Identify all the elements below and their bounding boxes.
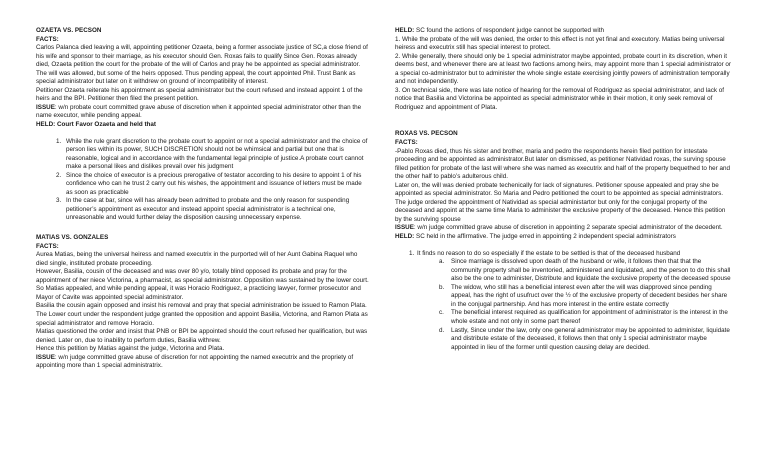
issue-text: : w/n judge committed grave abuse of discretion in appointing 2 separate special administrator of the decedent. — [413, 224, 723, 232]
list-text: In the case at bar, since will has already been admitted to probate and the only reason for suspending petitioner’s appointment as executor and instead appoint special administrator is a technical one, unreasonable and would further delay the disposition causing unnecessary expense. — [66, 197, 350, 222]
list-number: 2. — [56, 171, 62, 179]
sub-list-text: Lastly, Since under the law, only one general administrator may be appointed to administer, liquidate and distribute estate of the deceased, it follows then that only 1 special administrator maybe appointed in lieu of the former until question causing delay are decided. — [451, 326, 730, 351]
issue-paragraph — [36, 354, 370, 371]
held-point: 2. While generally, there should only be 1 special administrator maybe appointed, probate court in its discretion, when it deems best, and whenever there are at least two factions among heirs, may appoint more than 1 special administrator or a special co-administrator but to administer the whole single estate exercising jointly powers of administration temporally and not independently. — [395, 52, 732, 86]
case-title-roxas: ROXAS VS. PECSON — [395, 130, 458, 138]
issue-paragraph — [36, 104, 370, 121]
sub-list-item — [395, 327, 733, 353]
sub-list-text: The widow, who still has a beneficial interest even after the will was diapproved since pending appeal, has the right of usufruct over the ½ of the exclusive property of decedent besides her share in the conjugal partnership. And has more interest in the entire estate correctly — [451, 283, 728, 308]
sub-list-letter: d. — [439, 326, 445, 334]
list-number: 3. — [56, 197, 62, 205]
issue-label: ISSUE — [395, 224, 414, 232]
held-point: 3. On technical side, there was late notice of hearing for the removal of Rodriguez as special administrator, and lack of notice that Basilia and Victorina be appointed as special administrator while in their motion, it only seek removal of Rodriguez and appointment of Plata. — [395, 86, 725, 111]
held-text: SC held in the affirmative. The judge erred in appointing 2 independent special administrators — [414, 233, 676, 241]
sub-list-text: The beneficial interest required as qualification for appointment of administrator is the interest in the whole estate and not only in some part thereof — [451, 309, 728, 325]
sub-list-letter: c. — [439, 309, 444, 317]
held-label: HELD: — [395, 27, 415, 34]
facts-label: FACTS: — [36, 35, 59, 43]
sub-list-item — [395, 309, 733, 326]
list-item — [36, 138, 370, 172]
held-paragraph — [395, 233, 733, 242]
facts-paragraph: Aurea Matias, being the universal heiress and named executrix in the purported will of her Aunt Gabina Raquel who died single, instituted probate proceeding. — [36, 251, 358, 267]
facts-paragraph: -Pablo Roxas died, thus his sister and brother, maria and pedro the respondents herein filed petition for intestate proceeding and be appointed as administrator.But later on dismissed, as petitioner Natividad roxas, the surving spouse filled petition for probate of the last will where she was named as executrix and half of the property bequethed to her and the other half to pablo’s adulterous child. — [395, 147, 730, 181]
facts-paragraph: Hence this petition by Matias against the judge, Victorina and Plata. — [36, 345, 225, 353]
facts-paragraph: Matias questioned the order and insist that PNB or BPI be appointed should the court refused her qualification, but was denied. Later on, due to inability to perform duties, Basilia withrew. — [36, 328, 368, 344]
sub-list-letter: b. — [439, 283, 445, 291]
facts-paragraph: Petitioner Ozaeta reiterate his appointment as special administrator but the court refused and instead appoint 1 of the heirs and the BPI. Petitioner then filed the present petition. — [36, 86, 363, 103]
facts-label: FACTS: — [395, 139, 418, 147]
list-text: It finds no reason to do so especially if the estate to be settled is that of the deceased husband — [417, 249, 681, 257]
facts-paragraph: Basilia the cousin again opposed and insist his removal and pray that special administration be issued to Ramon Plata. The Lower court under the respondent judge granted the opposition and appoint Basilia, Victorina, and Ramon Plata as special administrator and remove Horacio. — [36, 302, 368, 327]
case-title-matias: MATIAS VS. GONZALES — [36, 234, 109, 242]
facts-paragraph: The judge ordered the appointment of Natividad as special administartor but only for the conjugal property of the deceased and appoint at the same time Maria to administer the exclusive property of the deceased. Hence this petition by the surviving spouse — [395, 198, 726, 223]
facts-paragraph: Carlos Palanca died leaving a will, appointing petitioner Ozaeta, being a former associate justice of SC,a close friend of his wife and sponsor to their marriage, as his executor should Gen. Roxas fails to qualify Since Gen. Roxas already died, Ozaeta petition the court for the probate of the will of Carlos and pray he be appointed as special administrator. The will was allowed, but some of the heirs opposed. Thus pending appeal, the court appointed Phil. Trust Bank as special administrator but later on it withdrew on ground of incompatibility of interest. — [36, 44, 368, 86]
list-item — [36, 197, 370, 223]
held-point: 1. While the probate of the will was denied, the order to this effect is not yet final and executory. Matias being universal heiress and executrix still has special interest to protect. — [395, 35, 725, 52]
issue-label: ISSUE — [36, 103, 55, 111]
list-text: While the rule grant discretion to the probate court to appoint or not a special administrator and the choice of person lies within its power, SUCH DISCRETION should not be whimsical and partial but one that is reasonable, logical and in accordance with the fundamental legal principle of justice.A probate court cannot make a personal likes and dislikes prevail over his judgment — [66, 137, 368, 171]
sub-list-text: Since marriage is dissolved upon death of the husband or wife, it follows then that that the community property shall be inventoried, administered and liquidated, and the person to do this shall also be the one to administer, Distribute and liquidate the exclusive property of the deceased spouse — [451, 258, 731, 283]
case-title-ozaeta: OZAETA VS. PECSON — [36, 27, 102, 34]
list-item — [395, 250, 733, 259]
list-text: Since the choice of executor is a precious prerogative of testator according to his desire to appoint 1 of his confidence who can he trust 2 carry out his wishes, the appointment and issuance of letters must be made as soon as practicable — [66, 171, 362, 196]
list-item — [36, 172, 370, 198]
list-number: 1. — [56, 137, 62, 145]
held-paragraph — [395, 27, 733, 36]
sub-list-letter: a. — [439, 258, 445, 266]
facts-paragraph: However, Basilia, cousin of the deceased and was over 80 y/o, totally blind opposed its probate and pray for the appointment of her niece Victorina, a pharmacist, as special administrator. Opposition was sustained by the lower court. So Matias appealed, and while pending appeal, it was Horacio Rodriguez, a practicing lawyer, former prosecutor and Mayor of Cavite was appointed special administrator. — [36, 268, 369, 301]
sub-list-item — [395, 258, 733, 284]
held-list — [36, 138, 370, 223]
facts-label: FACTS: — [36, 242, 59, 250]
sub-list-item — [395, 284, 733, 310]
facts-paragraph: Later on, the will was denied probate techenically for lack of signatures. Petitioner spouse appealed and pray she be appointed as special administrator. So Maria and Pedro petitioned the court to be appointed as special administrators. — [395, 181, 723, 198]
held-text: SC found the actions of respondent judge cannot be supported with — [414, 27, 604, 34]
issue-paragraph — [395, 224, 733, 233]
issue-label: ISSUE — [36, 353, 55, 361]
right-column — [395, 27, 733, 352]
held-heading: HELD: Court Favor Ozaeta and held that — [36, 121, 157, 129]
list-number: 1. — [409, 249, 415, 257]
left-column — [36, 27, 370, 371]
issue-text: : w/n probate court committed grave abuse of discretion when it appointed special administrator other than the name executor, while pending appeal. — [36, 103, 362, 120]
held-label: HELD: — [395, 233, 415, 241]
issue-text: : w/n judge committed grave abuse of discretion for not appointing the named executrix and the propriety of appointing more than 1 special administratrix. — [36, 353, 354, 370]
